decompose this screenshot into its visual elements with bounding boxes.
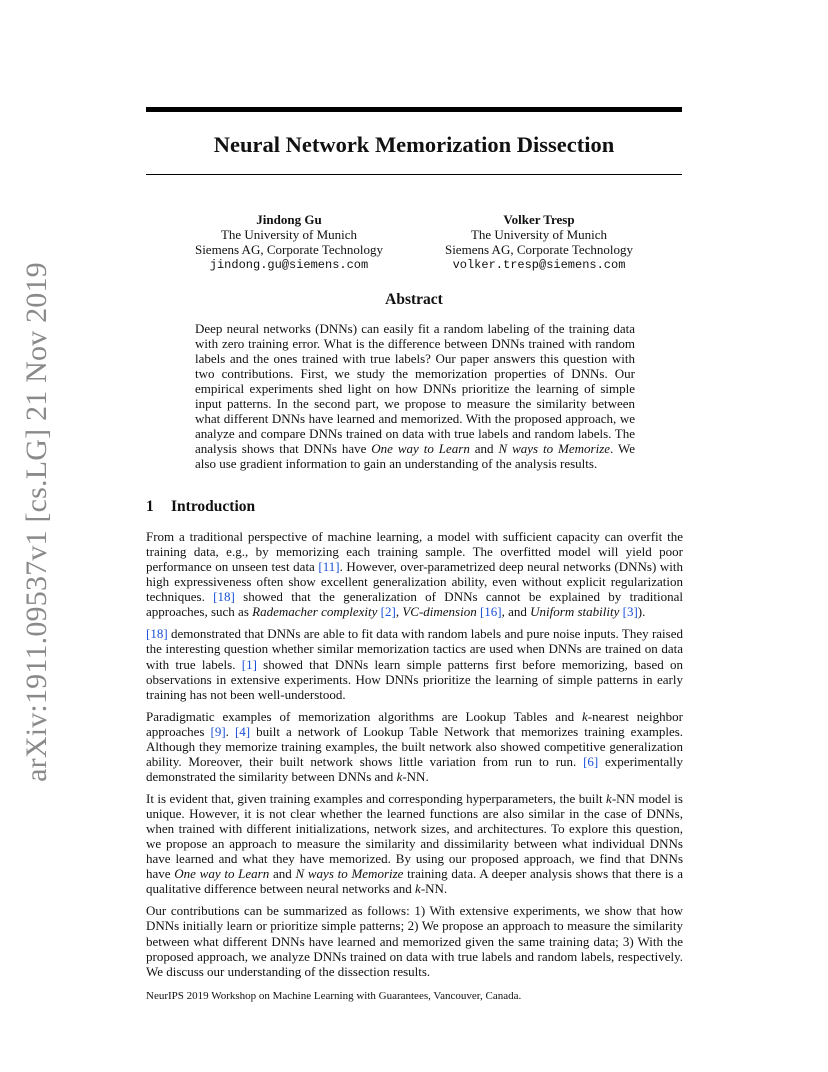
paper-title: Neural Network Memorization Dissection	[213, 132, 615, 157]
paragraph: Our contributions can be summarized as follows: 1) With extensive experiments, we show that how DNNs initially learn or prioritize simple patterns; 2) We propose an approach to measure the similarity between what different DNNs have learned and memorized given the same training data; 3) With the proposed approach, we analyze DNNs trained on data with true labels and random labels, respectively. We discuss our understanding of the dissection results.	[146, 903, 683, 979]
citation-link[interactable]: [18]	[213, 589, 235, 605]
page-footer: NeurIPS 2019 Workshop on Machine Learning with Guarantees, Vancouver, Canada.	[146, 990, 522, 1002]
citation-link[interactable]: [4]	[234, 723, 251, 739]
author-affiliation: Siemens AG, Corporate Technology	[194, 242, 384, 258]
paragraph: Paradigmatic examples of memorization algorithms are Lookup Tables and k-nearest neighbor approaches [9]. [4] built a network of Lookup Table Network that memorizes training examples. Although they memorize training examples, the built network also showed competitive generalization ability. Moreover, their built network shows little variation from run to run. [6] experimentally demonstrated the similarity between DNNs and k-NN.	[146, 708, 684, 784]
abstract-text: Deep neural networks (DNNs) can easily fit a random labeling of the training data with zero training error. What is the difference between DNNs trained with random labels and the ones trained with true labels? Our paper answers this question with two contributions. First, we study the memorization properties of DNNs. Our empirical experiments shed light on how DNNs prioritize the learning of simple input patterns. In the second part, we propose to measure the similarity between what different DNNs have learned and memorized. With the proposed approach, we analyze and compare DNNs trained on data with true labels and random labels. The analysis shows that DNNs have One way to Learn and N ways to Memorize. We also use gradient information to gain an understanding of the analysis results.	[195, 321, 635, 471]
arxiv-identifier-text: arXiv:1911.09537v1 [cs.LG] 21 Nov 2019	[20, 262, 53, 782]
section-number: 1	[146, 498, 154, 515]
citation-link[interactable]: [2]	[380, 604, 396, 620]
title-bottom-rule	[146, 174, 682, 175]
introduction-body	[146, 529, 683, 986]
citation-link[interactable]: [18]	[146, 626, 168, 642]
section-heading-introduction	[146, 498, 255, 516]
author-affiliation: Siemens AG, Corporate Technology	[444, 242, 634, 258]
citation-link[interactable]: [9]	[210, 723, 226, 739]
author-name: Jindong Gu	[256, 212, 322, 227]
author-email: volker.tresp@siemens.com	[452, 257, 626, 272]
author-block-2	[414, 212, 664, 273]
citation-link[interactable]: [1]	[241, 656, 257, 672]
paragraph: [18] demonstrated that DNNs are able to fit data with random labels and pure noise inputs. They raised the interesting question whether similar memorization tactics are used when DNNs are trained on data with true labels. [1] showed that DNNs learn simple patterns first before memorizing, based on observations in extensive experiments. How DNNs prioritize the learning of simple patterns in early training has not been well-understood.	[146, 626, 683, 702]
abstract-heading: Abstract	[385, 291, 443, 308]
title-top-rule	[146, 107, 682, 112]
author-name: Volker Tresp	[503, 212, 575, 227]
author-affiliation: The University of Munich	[220, 227, 358, 243]
citation-link[interactable]: [6]	[583, 753, 599, 769]
author-block-1	[164, 212, 414, 273]
paragraph: It is evident that, given training examples and corresponding hyperparameters, the built k-NN model is unique. However, it is not clear whether the learned functions are also similar in the case of DNNs, when trained with different initializations, network sizes, and architectures. To explore this question, we propose an approach to measure the similarity and dissimilarity between what individual DNNs have learned and what they have memorized. By using our proposed approach, we find that DNNs have One way to Learn and N ways to Memorize training data. A deeper analysis shows that there is a qualitative difference between neural networks and k-NN.	[146, 790, 683, 897]
citation-link[interactable]: [3]	[622, 604, 638, 620]
section-title: Introduction	[171, 498, 256, 515]
author-email: jindong.gu@siemens.com	[209, 257, 369, 272]
citation-link[interactable]: [11]	[318, 559, 340, 575]
paragraph: From a traditional perspective of machine learning, a model with sufficient capacity can overfit the training data, e.g., by memorizing each training sample. The overfitted model will yield poor performance on unseen test data [11]. However, over-parametrized deep neural networks (DNNs) with high expressiveness often show excellent generalization ability, even without explicit regularization techniques. [18] showed that the generalization of DNNs cannot be explained by traditional approaches, such as Rademacher complexity [2], VC-dimension [16], and Uniform stability [3]).	[146, 529, 684, 620]
author-affiliation: The University of Munich	[470, 227, 608, 243]
citation-link[interactable]: [16]	[479, 604, 502, 620]
arxiv-identifier-stamp	[20, 262, 54, 782]
